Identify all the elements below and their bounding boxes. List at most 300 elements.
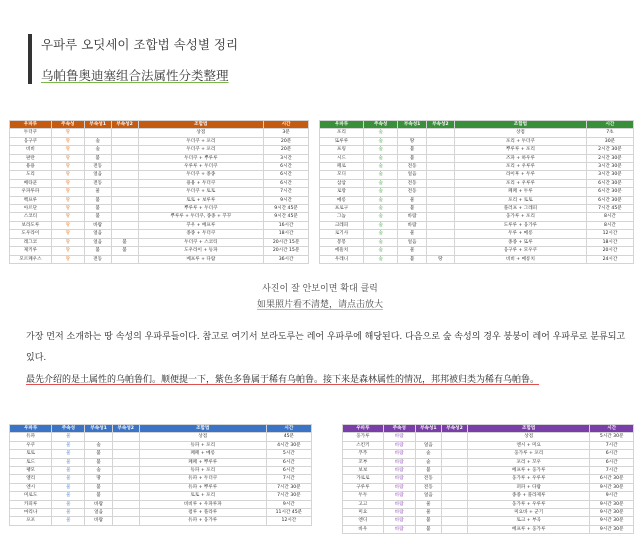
table-cell: 숲 — [363, 137, 398, 145]
table-cell: 바람 — [383, 450, 415, 458]
table-row — [343, 483, 634, 491]
table-cell: 두더쿠 + 종종 — [138, 171, 264, 179]
table-cell: 도우라이 — [10, 230, 52, 238]
table-row — [320, 188, 634, 196]
table-cell — [111, 137, 138, 145]
table-cell: 7시간 — [264, 188, 309, 196]
table-cell: 웅구루 + 모우쿠 — [454, 247, 586, 255]
table-cell: 9시간 30분 — [590, 525, 634, 533]
table-cell: 웅가루 + 포리 — [468, 450, 590, 458]
table-row — [320, 163, 634, 171]
table-row — [10, 247, 309, 255]
table-cell — [111, 221, 138, 229]
table-row — [343, 433, 634, 441]
column-header: 우파루 — [10, 425, 52, 433]
table-cell: 물 — [52, 509, 85, 517]
table-row — [343, 450, 634, 458]
table-row — [320, 196, 634, 204]
table-cell: 꼬부 — [343, 458, 384, 466]
table-cell: 7시간 — [266, 475, 311, 483]
table-cell: 듀파 + 뿌루루 — [139, 483, 266, 491]
table-cell: 웅가루 + 우루루 — [468, 475, 590, 483]
table-cell: 물 — [52, 483, 85, 491]
table-cell: 6시간 30분 — [586, 196, 633, 204]
table-cell: 3분 — [264, 129, 309, 137]
wind-attribute-table[interactable] — [342, 424, 634, 534]
table-cell: 바람 — [383, 483, 415, 491]
water-attribute-table[interactable] — [9, 424, 312, 526]
table-cell: 땅 — [51, 179, 84, 187]
table-cell — [415, 433, 441, 441]
table-cell: 뿌루루 + 두더쿠 — [138, 205, 264, 213]
table-row — [320, 129, 634, 137]
table-cell: 라이후 + 두루 — [454, 171, 586, 179]
table-cell: 바람 — [85, 500, 112, 508]
table-cell: 숲 — [84, 137, 111, 145]
column-header: 조합법 — [454, 121, 586, 129]
table-cell: 로랑 — [320, 188, 364, 196]
table-cell — [112, 509, 139, 517]
table-cell — [111, 171, 138, 179]
table-cell: 숲 — [363, 146, 398, 154]
table-cell: 숲 — [363, 179, 398, 187]
table-cell: 땅 — [51, 221, 84, 229]
table-cell: 포리 + 우루루 — [454, 179, 586, 187]
table-cell: 20시간 15분 — [264, 238, 309, 246]
table-cell: 웅가루 + 우루루 — [468, 500, 590, 508]
table-cell: 페페 + 뿌루루 — [139, 458, 266, 466]
table-cell: 2시간 30분 — [586, 154, 633, 162]
table-cell: 18시간 — [586, 238, 633, 246]
table-row — [10, 171, 309, 179]
table-cell: 미요 — [343, 509, 384, 517]
table-cell: 9시간 — [264, 196, 309, 204]
table-cell: 토토 — [10, 450, 52, 458]
table-cell: 6시간 30분 — [590, 475, 634, 483]
table-cell: 숲 — [85, 441, 112, 449]
table-cell: 도우라이 + 듀파 — [138, 247, 264, 255]
table-cell: 12시간 — [586, 230, 633, 238]
table-cell — [441, 441, 467, 449]
table-cell: 4시간 30분 — [266, 441, 311, 449]
table-cell — [111, 255, 138, 263]
table-cell: 바람 — [398, 213, 426, 221]
table-cell: 용용 + 두더쿠 — [138, 179, 264, 187]
table-cell: 6시간 — [264, 179, 309, 187]
table-cell: 물 — [398, 247, 426, 255]
table-cell: 뿌루루 + 포리 — [454, 146, 586, 154]
table-cell — [426, 196, 454, 204]
table-cell — [441, 458, 467, 466]
column-header: 부속성2 — [426, 121, 454, 129]
table-cell: 땅 — [398, 137, 426, 145]
table-row — [10, 154, 309, 162]
table-cell: 땅 — [51, 154, 84, 162]
table-cell: 바람 — [383, 492, 415, 500]
table-cell — [112, 517, 139, 525]
table-cell: 바람 — [383, 525, 415, 533]
description-paragraph-korean: 가장 먼저 소개하는 땅 속성의 우파루들이다. 참고로 여기서 보라도루는 레어 우파루에 해당된다. 다음으로 숲 속성의 경우 붕붕이 레어 우파루로 분류되고 있다. — [26, 332, 626, 363]
table-row — [320, 179, 634, 187]
table-cell — [441, 492, 467, 500]
table-cell: 보라도루 — [10, 221, 52, 229]
table-cell: 9시간 30분 — [590, 517, 634, 525]
table-cell — [426, 171, 454, 179]
table-cell: 땅 — [51, 238, 84, 246]
table-row — [320, 230, 634, 238]
table-row — [10, 509, 312, 517]
table-cell: 12시간 — [266, 517, 311, 525]
table-cell: 전동 — [84, 255, 111, 263]
table-cell: 땅 — [51, 205, 84, 213]
table-cell: 불 — [398, 205, 426, 213]
table-cell: 두더쿠 — [10, 129, 52, 137]
table-cell — [112, 441, 139, 449]
table-cell: 카피루 — [10, 500, 52, 508]
table-cell: 8시간 — [586, 213, 633, 221]
table-cell: 45분 — [266, 433, 311, 441]
table-cell: 용용 — [10, 163, 52, 171]
table-cell: 불 — [111, 238, 138, 246]
table-row — [10, 221, 309, 229]
table-cell: 숲 — [363, 221, 398, 229]
table-cell: 20분 — [264, 146, 309, 154]
table-row — [10, 230, 309, 238]
table-cell: 포리 + 두더쿠 — [454, 137, 586, 145]
table-row — [320, 205, 634, 213]
table-cell: 땅 — [426, 255, 454, 263]
table-cell: 9시간 30분 — [590, 500, 634, 508]
column-header: 시간 — [590, 425, 634, 433]
table-cell — [426, 230, 454, 238]
table-cell: 7시간 30분 — [266, 492, 311, 500]
table-cell: 뿌루루 + 두더쿠, 종종 + 꾸꾸 — [138, 213, 264, 221]
table-cell: 숲 — [363, 154, 398, 162]
table-cell: 불 — [398, 146, 426, 154]
table-header-row — [10, 425, 312, 433]
table-cell: 6시간 — [590, 450, 634, 458]
table-cell — [112, 475, 139, 483]
table-cell: 상점 — [138, 129, 264, 137]
table-cell: 3시간 30분 — [586, 171, 633, 179]
table-cell — [85, 433, 112, 441]
table-cell: 물 — [415, 500, 441, 508]
table-cell: 물 — [52, 441, 85, 449]
column-header: 시간 — [264, 121, 309, 129]
table-cell: 바람 — [383, 458, 415, 466]
table-cell: 숲 — [363, 171, 398, 179]
table-cell: 물 — [398, 196, 426, 204]
table-cell: 제키루 — [10, 247, 52, 255]
table-cell — [441, 450, 467, 458]
table-cell — [112, 500, 139, 508]
table-cell: 땅 — [51, 255, 84, 263]
table-row — [320, 146, 634, 154]
table-cell — [84, 129, 111, 137]
table-cell: 9시간 30분 — [590, 509, 634, 517]
table-cell: 36시간 — [264, 255, 309, 263]
table-cell: 물 — [84, 188, 111, 196]
table-cell: 레그코 — [10, 238, 52, 246]
table-cell: 7시간 45분 — [586, 205, 633, 213]
table-cell: 숲 — [363, 188, 398, 196]
table-cell: 물 — [52, 467, 85, 475]
table-cell: 고고 — [343, 500, 384, 508]
table-cell: 숲 — [363, 205, 398, 213]
table-cell: 비비루 + 우파루파 — [139, 500, 266, 508]
table-cell — [441, 509, 467, 517]
table-cell: 땅 — [51, 213, 84, 221]
table-cell: 마리나 — [10, 509, 52, 517]
table-cell — [112, 450, 139, 458]
table-cell: 불 — [85, 458, 112, 466]
page-title-chinese: 乌帕鲁奥迪塞组合法属性分类整理 — [41, 68, 229, 83]
table-cell: 2시간 30분 — [586, 146, 633, 154]
table-cell — [111, 146, 138, 154]
table-row — [10, 163, 309, 171]
table-cell — [111, 179, 138, 187]
image-caption-chinese: 如果照片看不清楚，请点击放大 — [256, 300, 383, 310]
table-cell: 7시간 — [590, 467, 634, 475]
table-cell: 땅 — [51, 230, 84, 238]
table-cell: 숲 — [363, 163, 398, 171]
table-cell — [398, 129, 426, 137]
table-cell: 숲 — [363, 247, 398, 255]
table-cell: 미로도 — [10, 492, 52, 500]
table-cell — [426, 146, 454, 154]
table-cell: 바람 — [383, 441, 415, 449]
table-cell: 엔시 — [10, 483, 52, 491]
column-header: 우파루 — [343, 425, 384, 433]
table-cell: 숲 — [363, 213, 398, 221]
table-cell: 얼음 — [398, 171, 426, 179]
table-cell: 도리 — [10, 171, 52, 179]
table-row — [343, 458, 634, 466]
table-cell: 불 — [85, 483, 112, 491]
table-cell: 스코티 — [10, 213, 52, 221]
table-cell: 얼음 — [84, 230, 111, 238]
table-cell: 전동 — [415, 483, 441, 491]
table-cell: 땅 — [51, 163, 84, 171]
column-header: 주속성 — [51, 121, 84, 129]
table-cell: 숲 — [363, 196, 398, 204]
table-row — [10, 196, 309, 204]
table-cell: 7시간 30분 — [266, 483, 311, 491]
table-cell: 듀파 + 포리 — [139, 441, 266, 449]
table-cell: 숲 — [363, 129, 398, 137]
forest-attribute-table[interactable] — [319, 120, 634, 264]
table-cell: 바우 — [343, 525, 384, 533]
column-header: 부속성1 — [85, 425, 112, 433]
table-cell: 웅구쿠 — [10, 137, 52, 145]
table-cell: 토크 + 부곡 — [468, 517, 590, 525]
table-cell: 종종 + 두더쿠 — [138, 230, 264, 238]
column-header: 부속성2 — [111, 121, 138, 129]
table-cell: 불 — [111, 247, 138, 255]
table-cell: 베타쿤 — [10, 179, 52, 187]
table-cell: 베프루 + 웅가루 — [468, 525, 590, 533]
table-cell — [112, 483, 139, 491]
table-cell: 전동 — [398, 188, 426, 196]
table-cell: 포리 + 꼬우 — [468, 458, 590, 466]
table-cell: 물 — [52, 450, 85, 458]
table-cell: 얼음 — [398, 238, 426, 246]
table-row — [10, 475, 312, 483]
table-cell: 듀파 — [10, 433, 52, 441]
table-cell: 듀파 + 웅가루 — [139, 517, 266, 525]
table-cell: 벡프루 — [10, 196, 52, 204]
table-cell: 땅 — [51, 171, 84, 179]
table-cell: 포리 — [320, 129, 364, 137]
table-cell: 비비 — [10, 146, 52, 154]
table-cell: 전동 — [84, 179, 111, 187]
table-cell: 엔시 + 미요 — [468, 441, 590, 449]
table-row — [320, 255, 634, 263]
table-cell: 듀파 + 두더쿠 — [139, 475, 266, 483]
table-cell — [111, 188, 138, 196]
table-cell: 6시간 30분 — [586, 179, 633, 187]
table-row — [10, 188, 309, 196]
table-cell — [426, 137, 454, 145]
table-cell: 땅 — [85, 475, 112, 483]
table-cell: 6시간 30분 — [586, 188, 633, 196]
table-cell: 얼음 — [415, 492, 441, 500]
table-cell: 9시간 — [590, 492, 634, 500]
table-cell: 물 — [52, 517, 85, 525]
table-cell: 꾸우 + 베프루 — [138, 221, 264, 229]
column-header: 부속성2 — [441, 425, 467, 433]
table-cell: 9시간 30분 — [590, 483, 634, 491]
table-cell: 땅 — [51, 188, 84, 196]
table-cell: 듀파 + 포리 — [139, 467, 266, 475]
table-cell: 메롱 — [320, 196, 364, 204]
table-cell: 두더쿠 + 뿌루루 — [138, 154, 264, 162]
column-header: 우파루 — [320, 121, 364, 129]
table-row — [320, 221, 634, 229]
table-cell — [441, 483, 467, 491]
column-header: 주속성 — [383, 425, 415, 433]
table-row — [320, 137, 634, 145]
table-cell — [426, 205, 454, 213]
table-cell: 봉봉 — [320, 238, 364, 246]
table-cell: 물 — [415, 509, 441, 517]
table-cell: 20시간 15분 — [264, 247, 309, 255]
table-cell: 두더쿠 + 포리 — [138, 137, 264, 145]
table-cell: 숲 — [363, 238, 398, 246]
table-cell: 숲 — [84, 146, 111, 154]
table-cell: 5시간 — [266, 450, 311, 458]
table-cell — [111, 213, 138, 221]
table-cell: 퍼파 + 다람 — [468, 483, 590, 491]
image-caption-korean: 사진이 잘 안보이면 확대 클릭 — [262, 284, 378, 294]
table-cell: 우파투파 — [10, 188, 52, 196]
table-cell — [426, 238, 454, 246]
table-cell: 플러프 + 그레피 — [454, 205, 586, 213]
column-header: 조합법 — [468, 425, 590, 433]
table-cell: 판란 — [10, 154, 52, 162]
table-cell: 종종 + 또루 — [454, 238, 586, 246]
table-cell: 상점 — [454, 129, 586, 137]
column-header: 조합법 — [138, 121, 264, 129]
table-cell: 엘리 — [10, 475, 52, 483]
table-cell: 모디 — [320, 171, 364, 179]
table-cell: 토토 + 보루루 — [138, 196, 264, 204]
earth-attribute-table[interactable] — [9, 120, 309, 264]
table-row — [343, 492, 634, 500]
table-row — [343, 467, 634, 475]
table-cell: 비비 + 메롱치 — [454, 255, 586, 263]
table-cell: 9시간 — [266, 500, 311, 508]
table-cell: 바람 — [383, 509, 415, 517]
table-cell: 3시간 — [264, 154, 309, 162]
table-cell — [112, 492, 139, 500]
table-cell: 땅 — [51, 129, 84, 137]
column-header: 시간 — [266, 425, 311, 433]
table-cell: 숲 — [85, 467, 112, 475]
table-cell: 불 — [84, 154, 111, 162]
table-cell — [111, 205, 138, 213]
table-cell: 푸푸 — [343, 450, 384, 458]
page-title-korean: 우파루 오딧세이 조합법 속성별 정리 — [41, 37, 239, 52]
table-cell: 전동 — [398, 163, 426, 171]
table-cell: 7시간 — [590, 441, 634, 449]
table-row — [320, 154, 634, 162]
title-block — [28, 34, 238, 84]
table-cell: 두더쿠 + 스코티 — [138, 238, 264, 246]
table-cell: 두두 — [343, 492, 384, 500]
table-cell — [426, 163, 454, 171]
table-cell — [111, 163, 138, 171]
table-cell: 펭모 — [10, 467, 52, 475]
table-row — [10, 467, 312, 475]
table-cell — [111, 230, 138, 238]
table-cell: 물 — [52, 458, 85, 466]
table-cell: 불 — [415, 467, 441, 475]
table-cell: 바람 — [383, 433, 415, 441]
table-cell: 20시간 — [586, 247, 633, 255]
table-cell: 프로구 — [320, 205, 364, 213]
table-cell: 종종 + 플라제루 — [468, 492, 590, 500]
table-cell — [426, 129, 454, 137]
table-cell: 불 — [85, 450, 112, 458]
table-cell: 8시간 — [586, 221, 633, 229]
table-cell: 6시간 — [264, 163, 309, 171]
table-cell: 두더쿠 + 포리 — [138, 146, 264, 154]
column-header: 우파루 — [10, 121, 52, 129]
table-row — [10, 137, 309, 145]
table-cell — [441, 500, 467, 508]
table-cell: 18시간 — [264, 230, 309, 238]
table-row — [10, 492, 312, 500]
table-cell — [111, 129, 138, 137]
table-cell: 도루루 + 웅가루 — [454, 221, 586, 229]
table-cell: 6시간 — [264, 171, 309, 179]
table-cell: 스킨키 — [343, 441, 384, 449]
column-header: 조합법 — [139, 425, 266, 433]
table-cell: 모르페우스 — [10, 255, 52, 263]
table-cell: 9시간 45분 — [264, 213, 309, 221]
table-cell: 포리 + 토토 — [454, 196, 586, 204]
table-cell: 물 — [398, 230, 426, 238]
table-cell: 그놈 — [320, 213, 364, 221]
table-cell: 물 — [52, 433, 85, 441]
table-cell: 16시간 — [264, 221, 309, 229]
table-cell: 바람 — [85, 517, 112, 525]
table-cell: 상점 — [468, 433, 590, 441]
table-cell: 땅 — [51, 196, 84, 204]
table-cell — [441, 517, 467, 525]
table-cell: 웅가루 + 포리 — [454, 213, 586, 221]
